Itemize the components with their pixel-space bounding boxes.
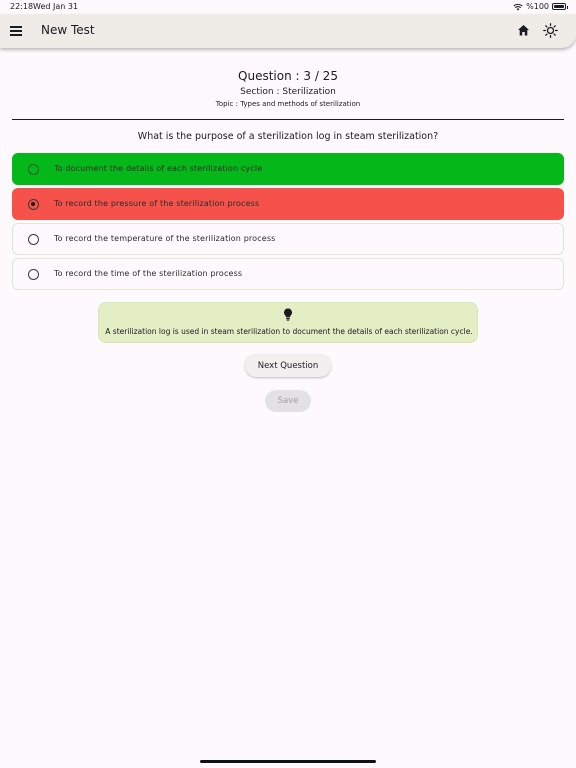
wifi-icon — [513, 3, 523, 11]
question-topic: Topic : Types and methods of sterilization — [215, 100, 361, 108]
answer-option-2[interactable] — [12, 188, 564, 220]
brightness-icon[interactable] — [543, 23, 558, 38]
answer-option-4[interactable] — [12, 258, 564, 290]
home-indicator — [200, 760, 376, 763]
status-right — [513, 2, 566, 11]
question-counter: Question : 3 / 25 — [238, 69, 338, 83]
status-bar — [0, 0, 576, 14]
question-section: Section : Sterilization — [240, 87, 336, 97]
app-bar — [0, 14, 576, 48]
question-text: What is the purpose of a sterilization log in steam sterilization? — [137, 131, 439, 142]
radio-button[interactable] — [28, 269, 39, 280]
status-time: 22:18 — [10, 2, 34, 11]
save-button[interactable]: Save — [265, 390, 311, 412]
answer-option-label: To record the time of the sterilization process — [54, 269, 243, 278]
explanation-text: A sterilization log is used in steam sterilization to document the details of each sterilization cycle. — [105, 327, 473, 336]
answer-option-1[interactable] — [12, 153, 564, 185]
radio-button[interactable] — [28, 234, 39, 245]
answer-option-label: To record the pressure of the sterilization process — [54, 199, 260, 208]
menu-icon[interactable] — [10, 26, 22, 36]
next-question-button[interactable]: Next Question — [245, 354, 331, 377]
answer-option-label: To document the details of each sterilization cycle — [54, 164, 263, 173]
explanation-box — [98, 302, 478, 343]
radio-button[interactable] — [28, 164, 39, 175]
answer-option-3[interactable] — [12, 223, 564, 255]
header-divider — [12, 119, 564, 120]
battery-percent: %100 — [526, 2, 549, 11]
answer-option-label: To record the temperature of the sterilization process — [54, 234, 276, 243]
battery-icon — [552, 3, 566, 10]
home-icon[interactable] — [517, 24, 530, 37]
lightbulb-icon — [283, 308, 293, 321]
app-title: New Test — [41, 23, 95, 37]
radio-button-selected[interactable] — [28, 199, 39, 210]
status-date: Wed Jan 31 — [33, 2, 79, 11]
